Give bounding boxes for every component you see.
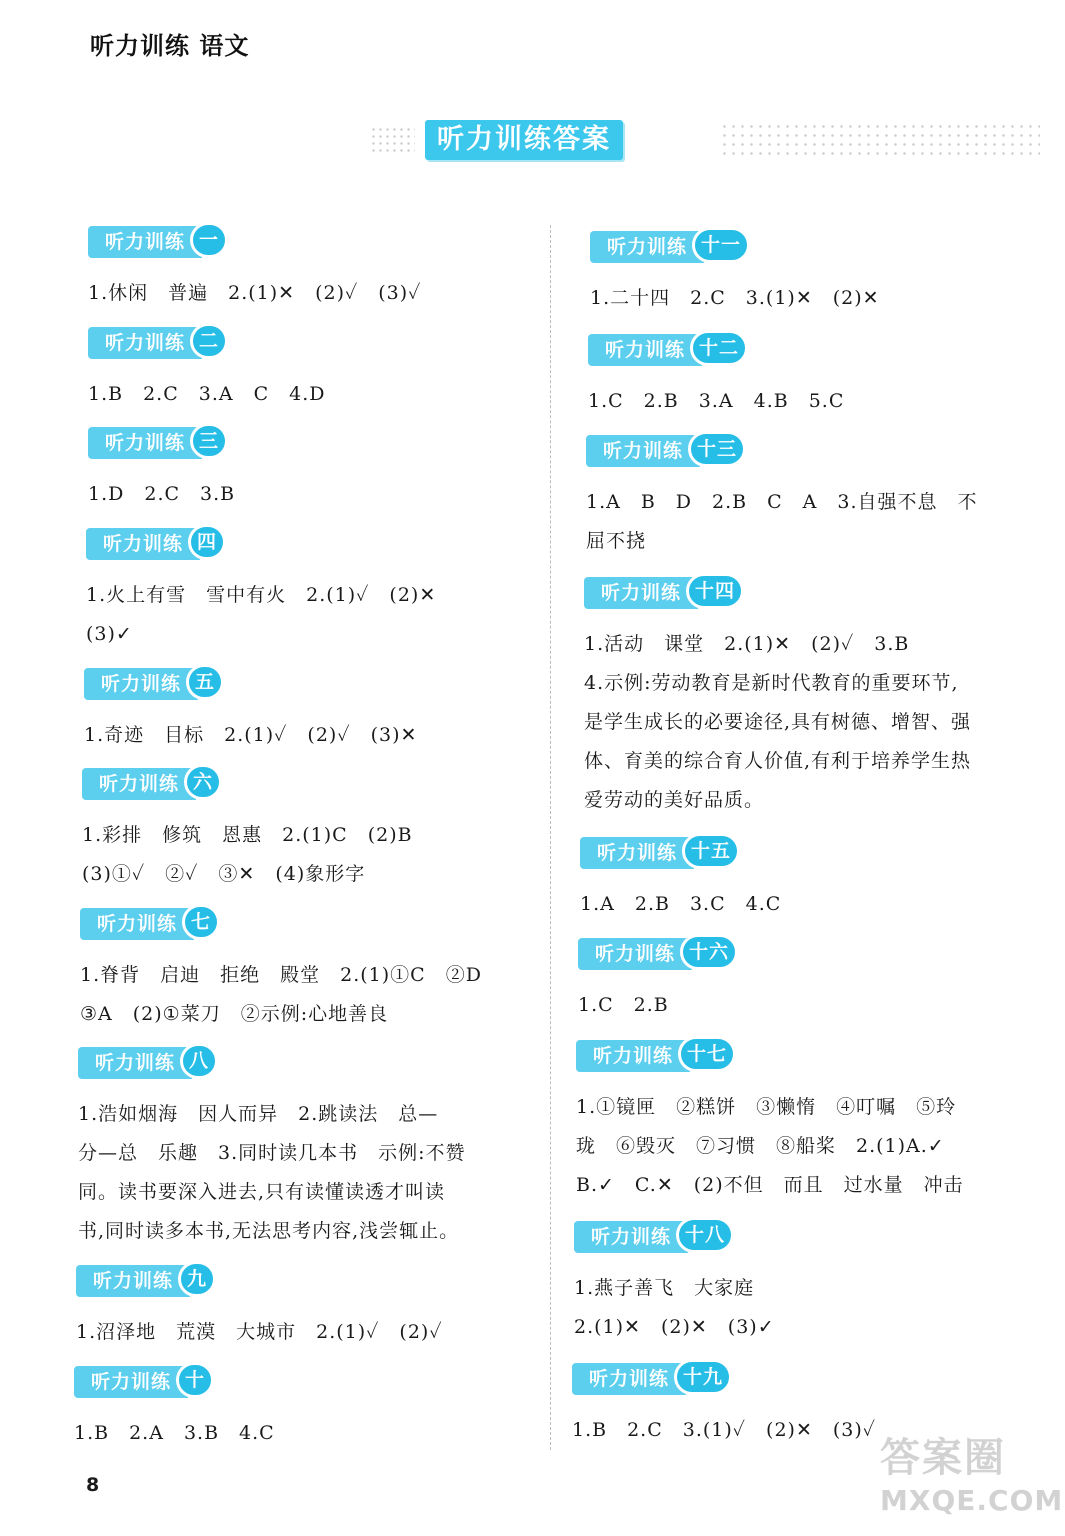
answer-section — [578, 934, 1028, 1025]
answer-line: 体、育美的综合育人价值,有利于培养学生热 — [584, 750, 972, 772]
answer-line: 1.C 2.B 3.A 4.B 5.C — [588, 390, 845, 412]
section-label: 听力训练 — [84, 668, 198, 700]
section-heading — [88, 423, 528, 463]
section-heading — [572, 1359, 1022, 1399]
answer-section — [86, 524, 530, 654]
section-heading — [580, 833, 1030, 873]
answer-line: 1.浩如烟海 因人而异 2.跳读法 总— — [78, 1103, 439, 1125]
section-label: 听力训练 — [80, 908, 194, 940]
section-heading — [82, 764, 532, 804]
section-label: 听力训练 — [584, 577, 698, 609]
section-heading — [590, 227, 1020, 267]
section-label: 听力训练 — [78, 1047, 192, 1079]
watermark-url: MXQE.COM — [880, 1484, 1064, 1517]
answer-line: 屈不挠 — [586, 530, 647, 552]
section-number-badge: 十一 — [692, 227, 750, 263]
answer-line: 1.活动 课堂 2.(1)✕ (2)✓ 3.B — [584, 633, 910, 655]
dot-pattern-decoration — [720, 122, 1040, 160]
section-number-badge: 六 — [184, 764, 222, 800]
answer-line: 1.休闲 普遍 2.(1)✕ (2)✓ (3)✓ — [88, 282, 422, 304]
answer-section — [576, 1036, 1028, 1205]
section-label: 听力训练 — [86, 528, 200, 560]
section-number-badge: 十三 — [688, 431, 746, 467]
book-header: 听力训练 语文 — [90, 32, 250, 60]
section-label: 听力训练 — [572, 1363, 686, 1395]
answer-line: 1.燕子善飞 大家庭 — [574, 1277, 755, 1299]
section-heading — [88, 222, 528, 262]
answer-line: (3)✓ — [86, 623, 133, 645]
answer-line: 1.沼泽地 荒漠 大城市 2.(1)✓ (2)✓ — [76, 1321, 443, 1343]
title-banner — [0, 118, 1065, 168]
section-number-badge: 八 — [180, 1043, 218, 1079]
answer-section — [590, 227, 1020, 318]
answer-section — [74, 1362, 524, 1453]
section-heading — [578, 934, 1028, 974]
answer-line: 1.B 2.C 3.A C 4.D — [88, 383, 326, 405]
section-number-badge: 七 — [182, 904, 220, 940]
column-divider — [550, 225, 551, 1450]
answer-line: 同。读书要深入进去,只有读懂读透才叫读 — [78, 1181, 446, 1203]
answer-line: 珑 ⑥毁灭 ⑦习惯 ⑧船桨 2.(1)A.✓ — [576, 1135, 945, 1157]
section-label: 听力训练 — [74, 1366, 188, 1398]
section-label: 听力训练 — [576, 1040, 690, 1072]
section-heading — [586, 431, 1036, 471]
answer-section — [80, 904, 532, 1034]
dot-pattern-decoration — [370, 126, 415, 156]
section-number-badge: 十八 — [676, 1217, 734, 1253]
section-heading — [576, 1036, 1028, 1076]
section-heading — [88, 323, 528, 363]
answer-line: 1.脊背 启迪 拒绝 殿堂 2.(1)①C ②D — [80, 964, 482, 986]
answer-line: B.✓ C.✕ (2)不但 而且 过水量 冲击 — [576, 1174, 964, 1196]
answer-line: 1.A 2.B 3.C 4.C — [580, 893, 782, 915]
section-heading — [574, 1217, 1024, 1257]
section-heading — [584, 573, 1036, 613]
answer-line: 1.二十四 2.C 3.(1)✕ (2)✕ — [590, 287, 880, 309]
section-label: 听力训练 — [590, 231, 704, 263]
section-label: 听力训练 — [578, 938, 692, 970]
answer-line: 1.D 2.C 3.B — [88, 483, 236, 505]
section-number-badge: 九 — [178, 1261, 216, 1297]
page-number: 8 — [86, 1474, 100, 1496]
section-number-badge: 十二 — [690, 330, 748, 366]
answer-line: 1.奇迹 目标 2.(1)✓ (2)✓ (3)✕ — [84, 724, 418, 746]
section-heading — [588, 330, 1028, 370]
answer-line: 1.B 2.A 3.B 4.C — [74, 1422, 275, 1444]
section-label: 听力训练 — [574, 1221, 688, 1253]
page-title: 听力训练答案 — [425, 120, 623, 160]
answer-line: 1.C 2.B — [578, 994, 669, 1016]
section-number-badge: 十七 — [678, 1036, 736, 1072]
section-label: 听力训练 — [76, 1265, 190, 1297]
answer-section — [88, 323, 528, 414]
answer-section — [76, 1261, 526, 1352]
answer-section — [586, 431, 1036, 561]
section-heading — [78, 1043, 532, 1083]
section-number-badge: 三 — [190, 423, 228, 459]
section-number-badge: 二 — [190, 323, 228, 359]
answer-section — [574, 1217, 1024, 1347]
section-label: 听力训练 — [88, 427, 202, 459]
section-label: 听力训练 — [88, 226, 202, 258]
section-label: 听力训练 — [88, 327, 202, 359]
answer-line: 分—总 乐趣 3.同时读几本书 示例:不赞 — [78, 1142, 466, 1164]
answer-section — [584, 573, 1036, 820]
answer-line: 4.示例:劳动教育是新时代教育的重要环节, — [584, 672, 959, 694]
section-number-badge: 十 — [176, 1362, 214, 1398]
section-label: 听力训练 — [580, 837, 694, 869]
answer-line: 1.火上有雪 雪中有火 2.(1)✓ (2)✕ — [86, 584, 437, 606]
answer-line: (3)①✓ ②✓ ③✕ (4)象形字 — [82, 863, 366, 885]
section-number-badge: 一 — [190, 222, 228, 258]
section-number-badge: 十五 — [682, 833, 740, 869]
section-number-badge: 十九 — [674, 1359, 732, 1395]
answer-section — [88, 423, 528, 514]
section-heading — [80, 904, 532, 944]
section-label: 听力训练 — [586, 435, 700, 467]
answer-line: 1.A B D 2.B C A 3.自强不息 不 — [586, 491, 978, 513]
section-number-badge: 四 — [188, 524, 226, 560]
answer-line: 书,同时读多本书,无法思考内容,浅尝辄止。 — [78, 1220, 460, 1242]
section-heading — [76, 1261, 526, 1301]
answer-line: 2.(1)✕ (2)✕ (3)✓ — [574, 1316, 775, 1338]
answer-line: ③A (2)①菜刀 ②示例:心地善良 — [80, 1003, 389, 1025]
answer-section — [78, 1043, 532, 1251]
section-number-badge: 十六 — [680, 934, 738, 970]
section-label: 听力训练 — [588, 334, 702, 366]
watermark-logo — [880, 1432, 1064, 1532]
section-heading — [74, 1362, 524, 1402]
answer-section — [82, 764, 532, 894]
answer-section — [580, 833, 1030, 924]
answer-line: 爱劳动的美好品质。 — [584, 789, 765, 811]
section-number-badge: 十四 — [686, 573, 744, 609]
section-heading — [86, 524, 530, 564]
answer-section — [84, 664, 528, 755]
answer-section — [588, 330, 1028, 421]
section-label: 听力训练 — [82, 768, 196, 800]
answer-section — [88, 222, 528, 313]
section-number-badge: 五 — [186, 664, 224, 700]
watermark-text: 答案圈 — [880, 1435, 1006, 1481]
answer-line: 是学生成长的必要途径,具有树德、增智、强 — [584, 711, 972, 733]
answer-line: 1.①镜匣 ②糕饼 ③懒惰 ④叮嘱 ⑤玲 — [576, 1096, 957, 1118]
answer-line: 1.B 2.C 3.(1)✓ (2)✕ (3)✓ — [572, 1419, 877, 1441]
answer-line: 1.彩排 修筑 恩惠 2.(1)C (2)B — [82, 824, 413, 846]
section-heading — [84, 664, 528, 704]
